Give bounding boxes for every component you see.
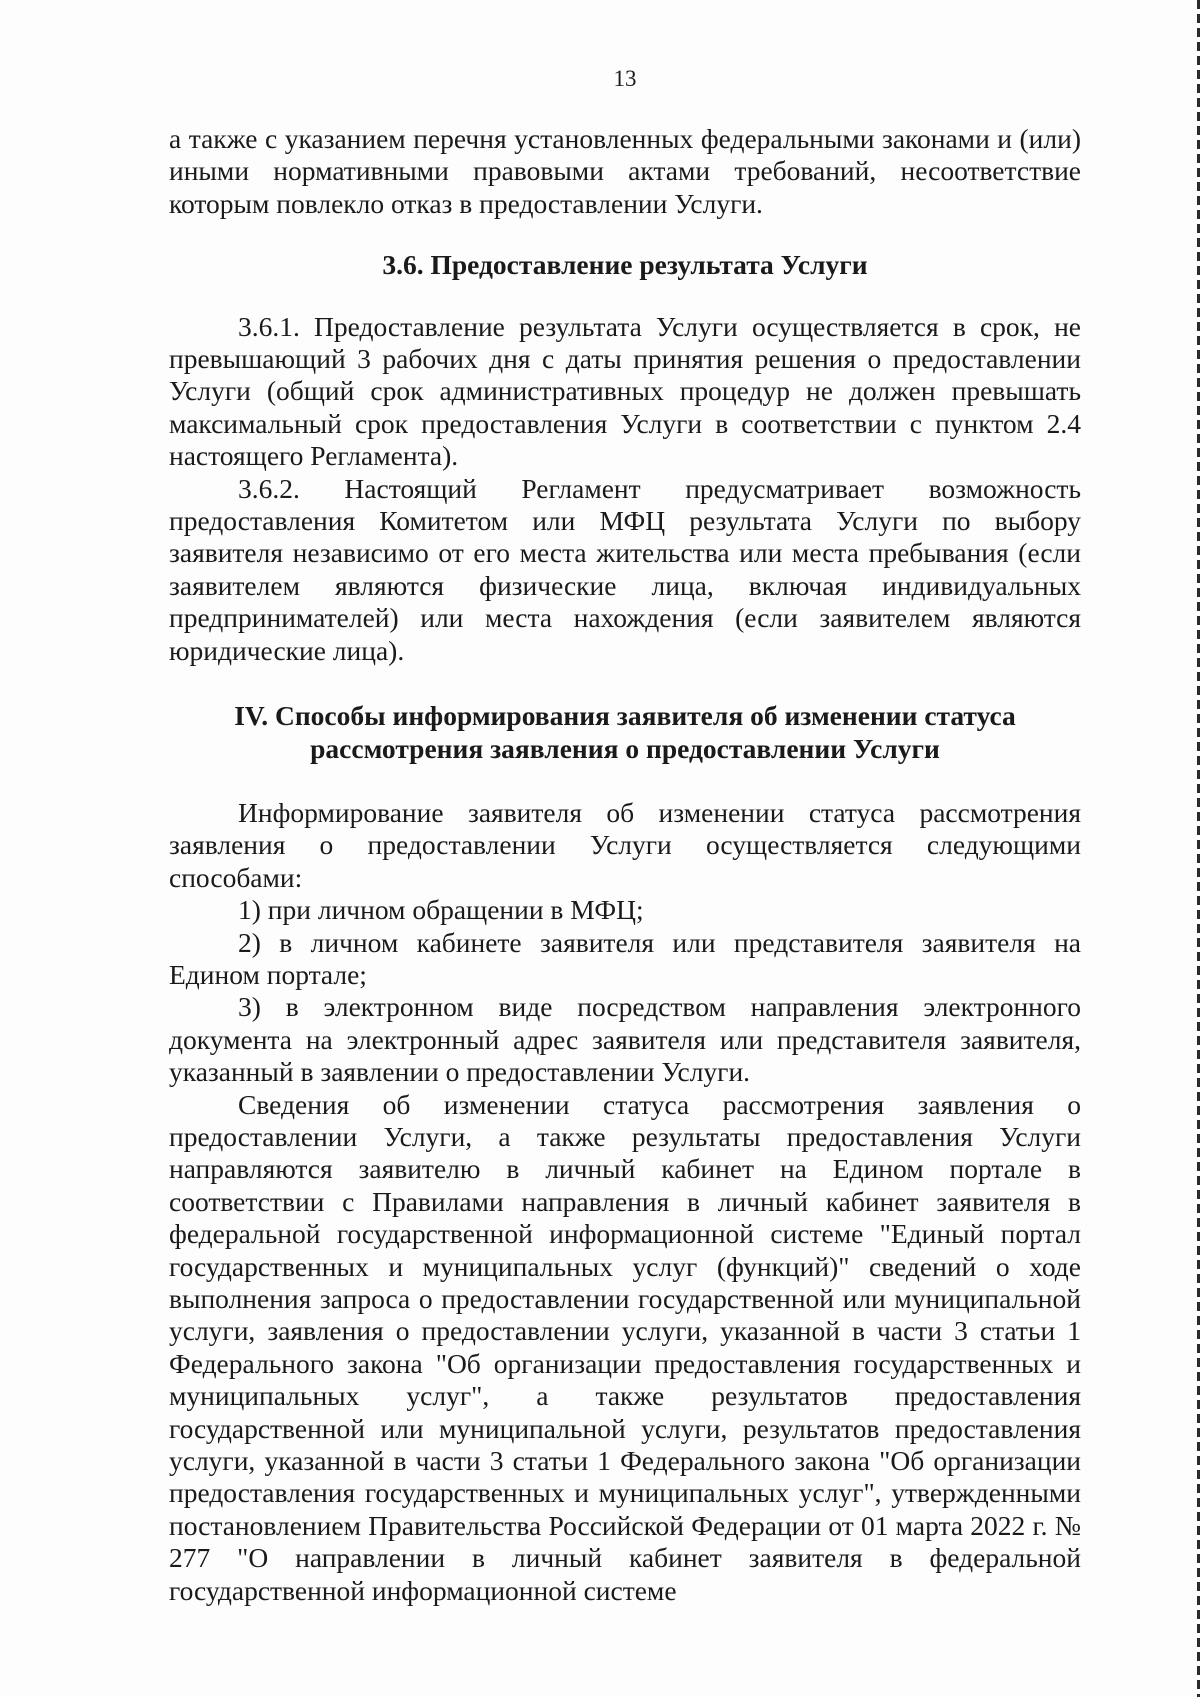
section-iv-heading <box>169 700 1081 765</box>
list-item-3: 3) в электронном виде посредством направления электронного документа на электронный адрес заявителя или представителя заявителя, указанный в заявлении о предоставлении Услуги. <box>169 991 1081 1088</box>
section-iv-heading-line2: рассмотрения заявления о предоставлении Услуги <box>310 732 940 764</box>
final-paragraph: Сведения об изменении статуса рассмотрения заявления о предоставлении Услуги, а также результаты предоставления Услуги направляются заявителю в личный кабинет на Едином портале в соответствии с Правилами направления в личный кабинет заявителя в федеральной государственной информационной системе "Единый портал государственных и муниципальных услуг (функций)" сведений о ходе выполнения запроса о предоставлении государственной или муниципальной услуги, заявления о предоставлении услуги, указанной в части 3 статьи 1 Федерального закона "Об организации предоставления государственных и муниципальных услуг", а также результатов предоставления государственной или муниципальной услуги, результатов предоставления услуги, указанной в части 3 статьи 1 Федерального закона "Об организации предоставления государственных и муниципальных услуг", утвержденными постановлением Правительства Российской Федерации от 01 марта 2022 г. № 277 "О направлении в личный кабинет заявителя в федеральной государственной информационной системе <box>169 1088 1081 1606</box>
list-item-1: 1) при личном обращении в МФЦ; <box>238 894 644 926</box>
paragraph-3-6-1: 3.6.1. Предоставление результата Услуги осуществляется в срок, не превышающий 3 рабочих дня с даты принятия решения о предоставлении Услуги (общий срок административных процедур не должен превышать максимальный срок предоставления Услуги в соответствии с пунктом 2.4 настоящего Регламента). <box>169 310 1081 472</box>
paragraph-3-6-2: 3.6.2. Настоящий Регламент предусматривает возможность предоставления Комитетом или МФЦ результата Услуги по выбору заявителя независимо от его места жительства или места пребывания (если заявителем являются физические лица, включая индивидуальных предпринимателей) или места нахождения (если заявителем являются юридические лица). <box>169 472 1081 666</box>
page-number: 13 <box>613 66 637 91</box>
intro-paragraph: а также с указанием перечня установленных федеральными законами и (или) иными нормативными правовыми актами требований, несоответствие которым повлекло отказ в предоставлении Услуги. <box>169 123 1081 219</box>
document-body <box>169 123 1081 1607</box>
section-iv-heading-line1: IV. Способы информирования заявителя об изменении статуса <box>234 700 1016 732</box>
list-item-2: 2) в личном кабинете заявителя или представителя заявителя на Едином портале; <box>169 926 1081 990</box>
section-3-6-heading: 3.6. Предоставление результата Услуги <box>382 249 868 281</box>
section-iv-intro: Информирование заявителя об изменении статуса рассмотрения заявления о предоставлении Услуги осуществляется следующими способами: <box>169 796 1081 893</box>
